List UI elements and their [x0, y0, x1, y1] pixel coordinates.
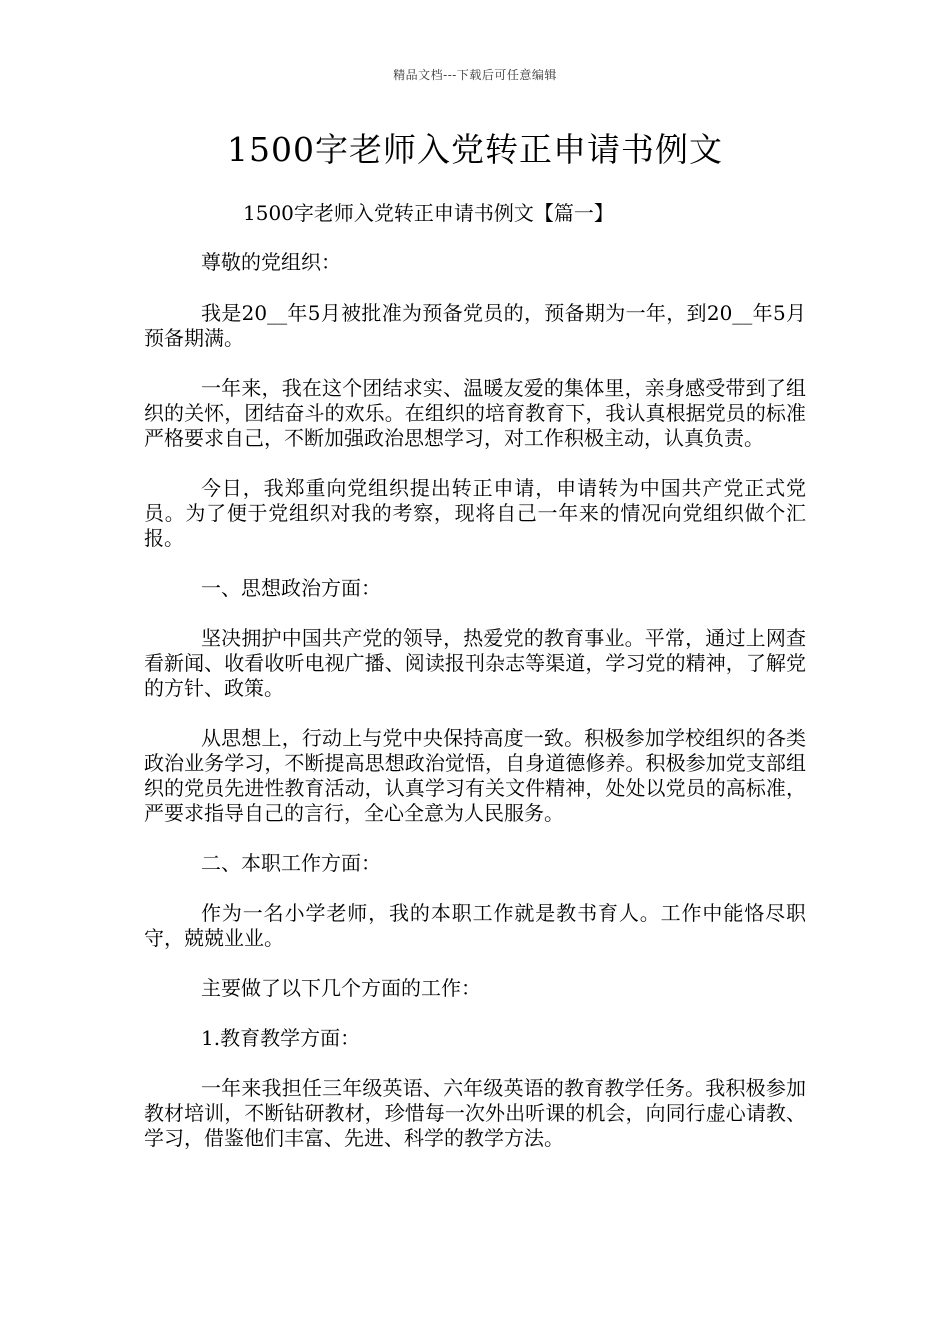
page-header-note: 精品文档---下载后可任意编辑	[393, 68, 557, 82]
paragraph: 从思想上，行动上与党中央保持高度一致。积极参加学校组织的各类政治业务学习，不断提高思想政治觉悟，自身道德修养。积极参加党支部组织的党员先进性教育活动，认真学习有关文件精神，处处以党员的高标准，严要求指导自己的言行，全心全意为人民服务。	[144, 726, 806, 825]
document-subtitle: 1500字老师入党转正申请书例文【篇一】	[243, 201, 614, 225]
paragraph: 一年来，我在这个团结求实、温暖友爱的集体里，亲身感受带到了组织的关怀，团结奋斗的欢乐。在组织的培育教育下，我认真根据党员的标准严格要求自己，不断加强政治思想学习，对工作积极主动，认真负责。	[144, 376, 806, 450]
document-title: 1500字老师入党转正申请书例文	[227, 130, 723, 169]
paragraph: 今日，我郑重向党组织提出转正申请，申请转为中国共产党正式党员。为了便于党组织对我的考察，现将自己一年来的情况向党组织做个汇报。	[144, 476, 806, 550]
paragraph: 作为一名小学老师，我的本职工作就是教书育人。工作中能恪尽职守，兢兢业业。	[144, 901, 806, 950]
document-body	[144, 250, 806, 1176]
section-heading: 一、思想政治方面：	[201, 576, 381, 600]
paragraph: 坚决拥护中国共产党的领导，热爱党的教育事业。平常，通过上网查看新闻、收看收听电视广播、阅读报刊杂志等渠道，学习党的精神，了解党的方针、政策。	[144, 626, 806, 700]
paragraph: 我是20__年5月被批准为预备党员的，预备期为一年，到20__年5月预备期满。	[144, 301, 806, 350]
paragraph: 主要做了以下几个方面的工作：	[201, 976, 481, 1000]
paragraph: 一年来我担任三年级英语、六年级英语的教育教学任务。我积极参加教材培训，不断钻研教材，珍惜每一次外出听课的机会，向同行虚心请教、学习，借鉴他们丰富、先进、科学的教学方法。	[144, 1076, 806, 1150]
subsection-heading: 1.教育教学方面：	[201, 1026, 361, 1050]
section-heading: 二、本职工作方面：	[201, 851, 381, 875]
salutation: 尊敬的党组织：	[201, 250, 341, 274]
